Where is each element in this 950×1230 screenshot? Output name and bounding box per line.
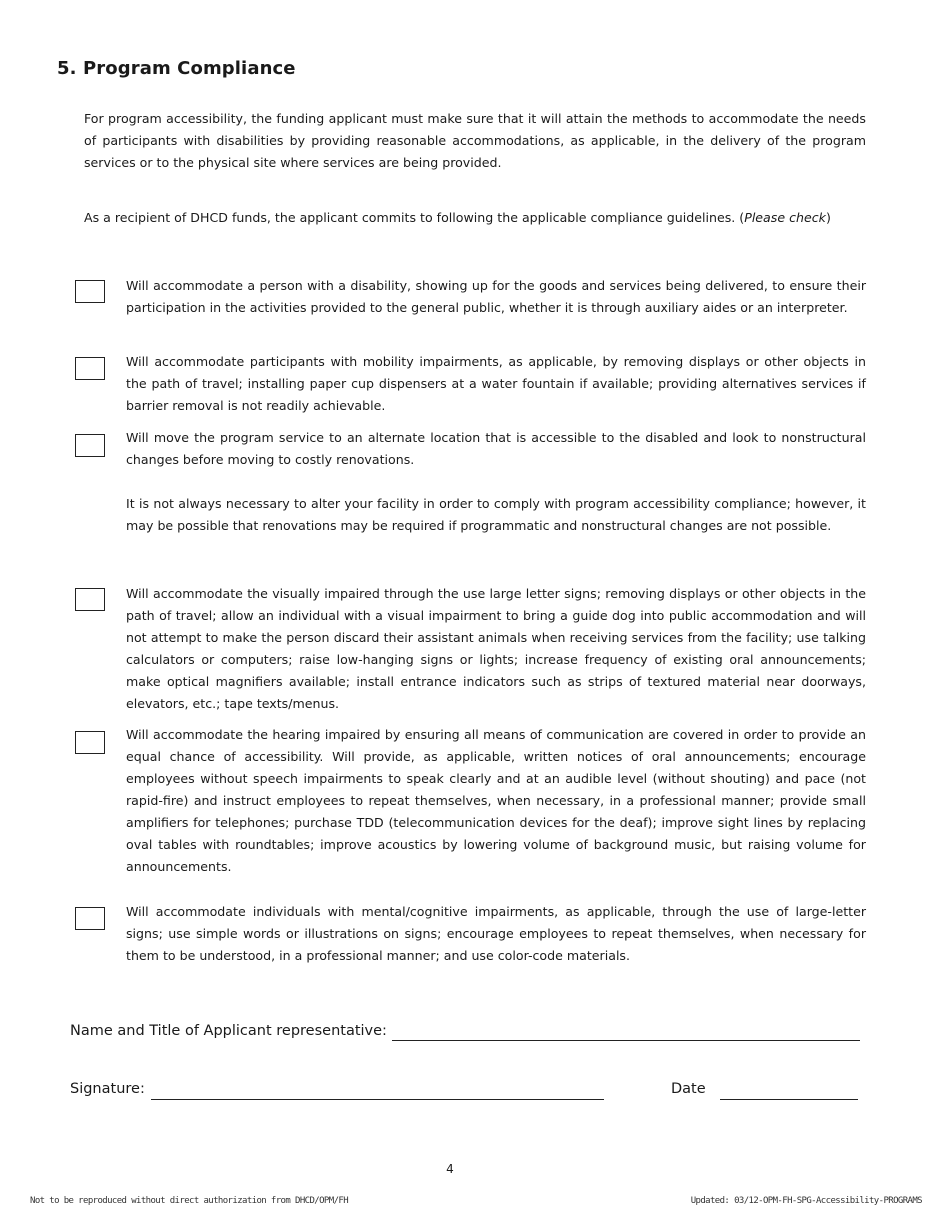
- checkbox-auxiliary-aides[interactable]: [75, 280, 105, 303]
- checkbox-cognitive[interactable]: [75, 907, 105, 930]
- checkbox-hearing-impaired[interactable]: [75, 731, 105, 754]
- section-number: 5.: [57, 58, 77, 79]
- item-auxiliary-aides: Will accommodate a person with a disability, showing up for the goods and services being delivered, to ensure their participation in the activities provided to the general public, whether it is through auxiliary aides or an interpreter.: [126, 278, 866, 315]
- commitment-text: As a recipient of DHCD funds, the applicant commits to following the applicable compliance guidelines. (: [84, 210, 745, 225]
- item-cognitive: Will accommodate individuals with mental/cognitive impairments, as applicable, through the use of large-letter signs; use simple words or illustrations on signs; encourage employees to repeat themselves, when necessary for them to be understood, in a professional manner; and use color-code materials.: [126, 904, 866, 963]
- footer-updated: Updated: 03/12-OPM-FH-SPG-Accessibility-PROGRAMS: [690, 1196, 922, 1206]
- checkbox-mobility[interactable]: [75, 357, 105, 380]
- intro-paragraph: For program accessibility, the funding applicant must make sure that it will attain the methods to accommodate the needs of participants with disabilities by providing reasonable accommodations, as applicable, in the delivery of the program services or to the physical site where services are being provided.: [84, 111, 866, 170]
- item-visually-impaired: Will accommodate the visually impaired through the use large letter signs; removing displays or other objects in the path of travel; allow an individual with a visual impairment to bring a guide dog into public accommodation and will not attempt to make the person discard their assistant animals when receiving services from the facility; use talking calculators or computers; raise low-hanging signs or lights; increase frequency of existing oral announcements; make optical magnifiers available; install entrance indicators such as strips of textured material near doorways, elevators, etc.; tape texts/menus.: [126, 586, 866, 711]
- checkbox-alternate-location[interactable]: [75, 434, 105, 457]
- date-label: Date: [671, 1081, 706, 1097]
- section-heading: [57, 58, 296, 79]
- item-alternate-location-note: It is not always necessary to alter your facility in order to comply with program accessibility compliance; however, it may be possible that renovations may be required if programmatic and nonstructural changes are not possible.: [126, 496, 866, 533]
- commitment-paragraph: [84, 207, 866, 229]
- signature-label: Signature:: [70, 1081, 145, 1097]
- page-number: 4: [446, 1162, 454, 1176]
- item-alternate-location: Will move the program service to an alternate location that is accessible to the disabled and look to nonstructural changes before moving to costly renovations.: [126, 430, 866, 467]
- item-mobility: Will accommodate participants with mobility impairments, as applicable, by removing displays or other objects in the path of travel; installing paper cup dispensers at a water fountain if available; providing alternatives services if barrier removal is not readily achievable.: [126, 354, 866, 413]
- item-hearing-impaired: Will accommodate the hearing impaired by ensuring all means of communication are covered in order to provide an equal chance of accessibility. Will provide, as applicable, written notices of oral announcements; encourage employees without speech impairments to speak clearly and at an audible level (without shouting) and pace (not rapid-fire) and instruct employees to repeat themselves, when necessary, in a professional manner; provide small amplifiers for telephones; purchase TDD (telecommunication devices for the deaf); improve sight lines by replacing oval tables with roundtables; improve acoustics by lowering volume of background music, but raising volume for announcements.: [126, 727, 866, 874]
- name-title-label: Name and Title of Applicant representative:: [70, 1023, 387, 1039]
- commitment-close: ): [825, 210, 831, 225]
- section-title: Program Compliance: [83, 58, 296, 79]
- footer-disclaimer: Not to be reproduced without direct authorization from DHCD/OPM/FH: [30, 1196, 349, 1206]
- checkbox-visually-impaired[interactable]: [75, 588, 105, 611]
- date-line[interactable]: [720, 1099, 858, 1100]
- name-title-line[interactable]: [392, 1040, 860, 1041]
- signature-line[interactable]: [151, 1099, 604, 1100]
- commitment-emphasis: Please check: [744, 210, 826, 225]
